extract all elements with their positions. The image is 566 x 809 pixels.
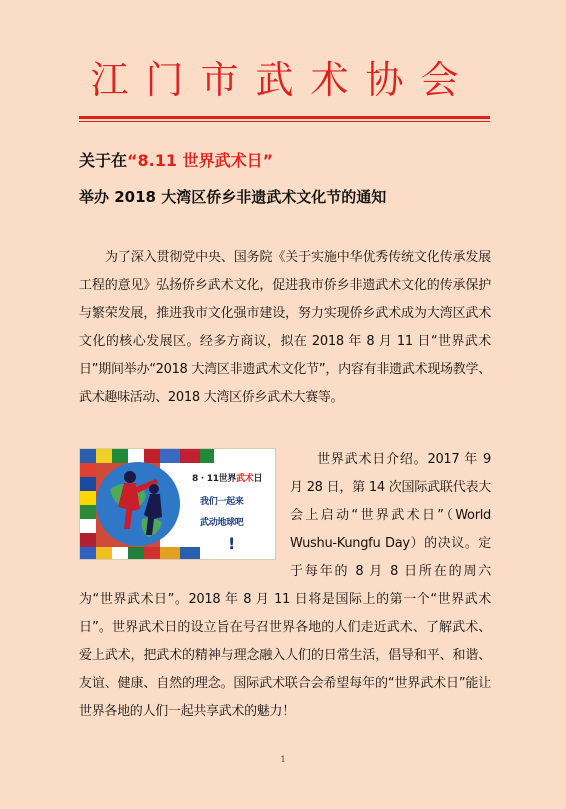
body-paragraph-2: 2017 年 9 月 28 日，第 14 次国际武联代表大会上启动“世界武术日”（World Wushu-Kungfu Day）的决议。定于每年的 8 月 8 日所在的周六为“世界武术日”。2018 年 8 月 11 日将是国际上的第一个“世界武术日”。世界武术日的设立旨在号召世界各地的人们走近武术、了解武术、爱上武术，把武术的精神与理念融入人们的日常生活，倡导和平、和谐、友谊、健康、自然的理念。国际武术联合会希望每年的“世界武术日”能让世界各地的人们一起共享武术的魅力！ (79, 452, 491, 719)
body-paragraph-1: 为了深入贯彻党中央、国务院《关于实施中华优秀传统文化传承发展工程的意见》弘扬侨乡武术文化，促进我市侨乡非遗武术文化的传承保护与繁荣发展，推进我市文化强市建设，努力实现侨乡武术成为大湾区武术文化的核心发展区。经多方商议，拟在 2018 年 8 月 11 日“世界武术日”期间举办“2018 大湾区非遗武术文化节”，内容有非遗武术现场教学、武术趣味活动、2018 大湾区侨乡武术大赛等。 (79, 250, 491, 405)
poster-line3: 武动地球吧 (200, 518, 244, 528)
notice-heading-line2: 举办 2018 大湾区侨乡非遗武术文化节的通知 (79, 188, 387, 206)
poster-line2: 我们一起来 (200, 497, 244, 507)
notice-heading-line1 (79, 149, 273, 173)
heading-prefix: 关于在 (79, 151, 128, 170)
poster-exclamation: ! (228, 534, 235, 553)
letterhead-rule-thin (79, 121, 490, 122)
letterhead-rule-thick (79, 116, 490, 119)
world-wushu-day-poster (79, 448, 276, 560)
letterhead-title: 江门市武术协会 (90, 58, 476, 102)
heading-red-text: “8.11 世界武术日” (127, 151, 274, 170)
body-section-2 (79, 446, 491, 726)
section2-intro: 世界武术日介绍。 (316, 452, 428, 467)
poster-line1: 8 · 11世界武术日 (192, 474, 263, 484)
page-number: 1 (280, 755, 286, 764)
poster-graphic (80, 449, 275, 559)
